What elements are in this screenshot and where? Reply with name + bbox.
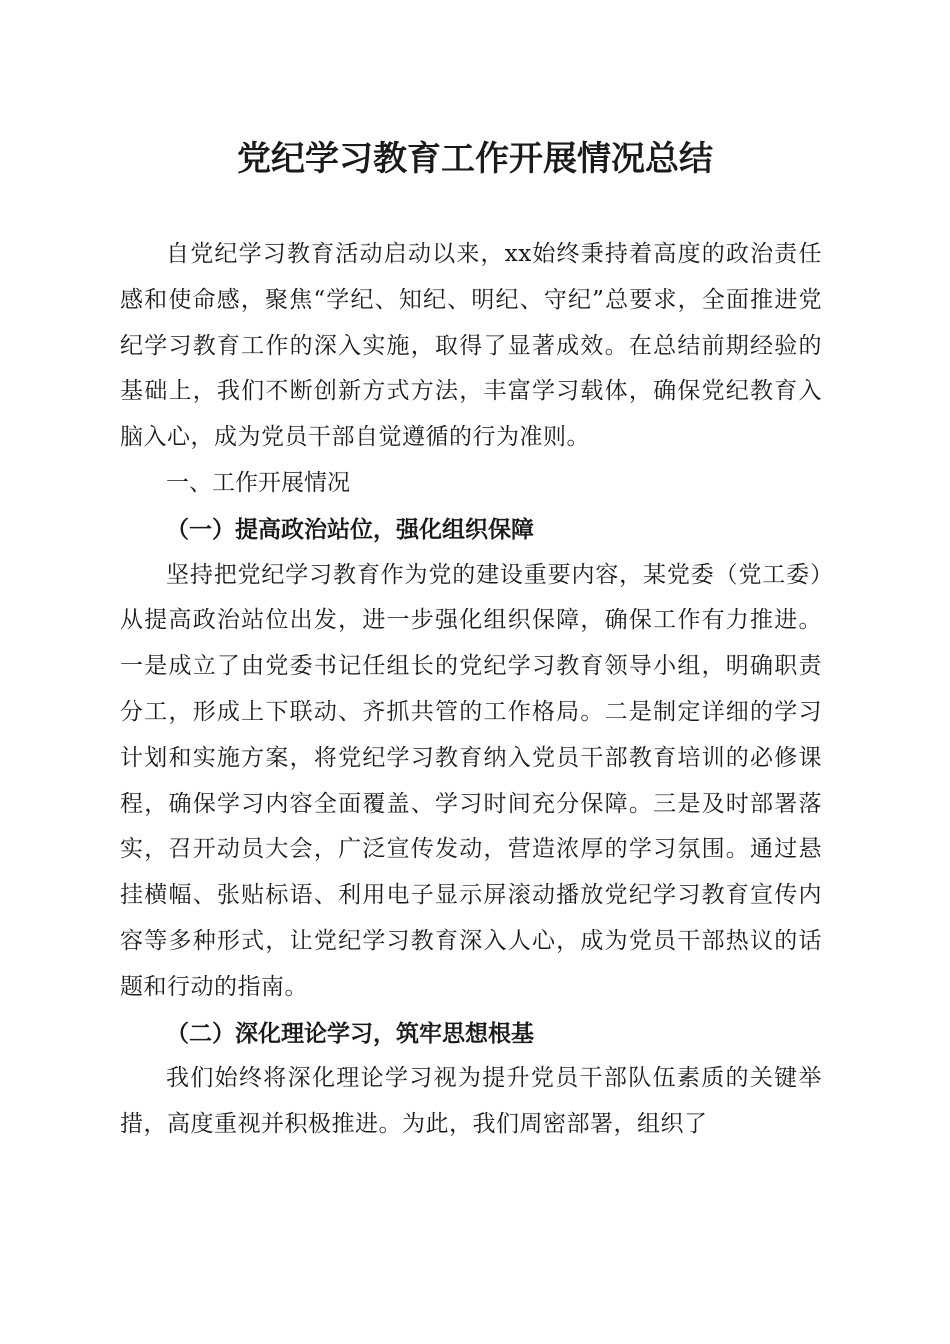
document-title: 党纪学习教育工作开展情况总结 xyxy=(237,139,713,179)
section-heading-work-status: 一、工作开展情况 xyxy=(166,469,350,496)
subsection-2-paragraph: 我们始终将深化理论学习视为提升党员干部队伍素质的关键举措，高度重视并积极推进。为此，我们周密部署，组织了 xyxy=(120,1065,822,1138)
document-body xyxy=(120,232,822,1148)
subsection-heading-2: （二）深化理论学习，筑牢思想根基 xyxy=(166,1019,534,1047)
subsection-heading-1: （一）提高政治站位，强化组织保障 xyxy=(166,515,534,543)
subsection-1-paragraph: 坚持把党纪学习教育作为党的建设重要内容，某党委（党工委）从提高政治站位出发，进一步强化组织保障，确保工作有力推进。一是成立了由党委书记任组长的党纪学习教育领导小组，明确职责分工，形成上下联动、齐抓共管的工作格局。二是制定详细的学习计划和实施方案，将党纪学习教育纳入党员干部教育培训的必修课程，确保学习内容全面覆盖、学习时间充分保障。三是及时部署落实，召开动员大会，广泛宣传发动，营造浓厚的学习氛围。通过悬挂横幅、张贴标语、利用电子显示屏滚动播放党纪学习教育宣传内容等多种形式，让党纪学习教育深入人心，成为党员干部热议的话题和行动的指南。 xyxy=(120,561,822,1000)
intro-paragraph: 自党纪学习教育活动启动以来，xx始终秉持着高度的政治责任感和使命感，聚焦“学纪、知纪、明纪、守纪”总要求，全面推进党纪学习教育工作的深入实施，取得了显著成效。在总结前期经验的基础上，我们不断创新方式方法，丰富学习载体，确保党纪教育入脑入心，成为党员干部自觉遵循的行为准则。 xyxy=(120,241,822,451)
